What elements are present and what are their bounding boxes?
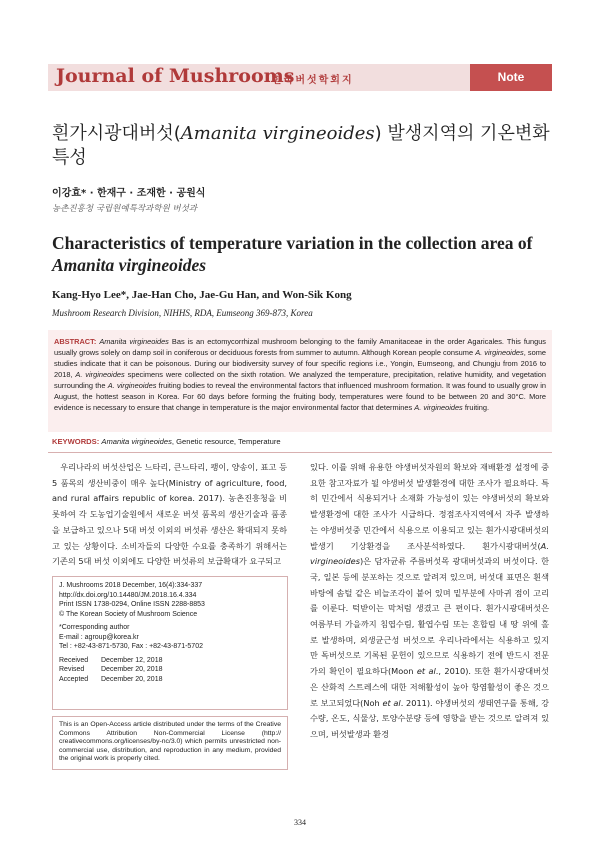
divider bbox=[48, 452, 552, 453]
corresponding-author-label: *Corresponding author bbox=[59, 624, 130, 631]
korean-title: 흰가시광대버섯(Amanita virgineoides) 발생지역의 기온변화 특성 bbox=[52, 123, 550, 168]
keywords-label: KEYWORDS: bbox=[52, 437, 100, 446]
english-authors: Kang-Hyo Lee*, Jae-Han Cho, Jae-Gu Han, and Won-Sik Kong bbox=[52, 289, 352, 301]
abstract-label: ABSTRACT: bbox=[54, 337, 97, 346]
korean-affiliation: 농촌진흥청 국립원예특작과학원 버섯과 bbox=[52, 204, 197, 214]
journal-title: Journal of Mushrooms bbox=[56, 65, 295, 87]
korean-title-species: Amanita virgineoides bbox=[180, 123, 375, 144]
journal-korean-title: 한국버섯학회지 bbox=[272, 75, 354, 86]
revised-date: December 20, 2018 bbox=[101, 666, 163, 673]
body-paragraph-right: 있다. 이를 위해 유용한 야생버섯자원의 확보와 재배환경 설정에 중요한 참고자료가 될 야생버섯 발생환경에 대한 조사가 필요하다. 특히 민간에서 식용되거나 소재화 가능성이 있는 야생버섯의 확보와 발생환경에 대한 조사가 시급하다. 정점조사지역에서 자주 발생하는 야생버섯중 민간에서 식용으로 이용되고 있는 흰가시광대버섯의 발생기 기상환경을 조사분석하였다. 흰가시광대버섯(A. virgineoides)은 담자균류 주름버섯목 광대버섯과의 버섯이다. 한국, 일본 등에 분포하는 것으로 알려져 있으며, 버섯대 표면은 흰색 바탕에 솜털 같은 비늘조각이 붙어 있며 밑부분에 사마귀 점이 고리를 이룬다. 턱받이는 막처럼 생겼고 큰 편이다. 흰가시광대버섯은 여름부터 가을까지 침엽수림, 활엽수림 또는 혼합림 내 땅 위에 홀로 발생하며, 외생균근성 버섯으로 우리나라에서는 식용하고 있지만 독버섯으로 기록된 문헌이 있으므로 식용하기 전에 반드시 전문가의 확인이 필요하다(Moon et al., 2010). 또한 흰가시광대버섯은 산화적 스트레스에 대한 저해활성이 높아 항염활성이 좋은 것으로 보고되었다(Noh et al. 2011). 야생버섯의 생태연구를 통해, 강수량, 온도, 식물상, 토양수분량 등에 영향을 받는 것으로 알려져 있으며, 버섯발생과 환경 bbox=[310, 462, 549, 739]
note-label: Note bbox=[470, 64, 552, 91]
korean-authors: 이강효* · 한재구 · 조재한 · 공원식 bbox=[52, 188, 206, 199]
journal-header bbox=[48, 64, 552, 91]
body-paragraph-left: 우리나라의 버섯산업은 느타리, 큰느타리, 팽이, 양송이, 표고 등 5 품목의 생산비중이 매우 높다(Ministry of agriculture, food, and rural affairs republic of korea. 2017). 농촌진흥청을 비롯하여 각 도농업기술원에서 새로운 버섯 품목의 생산기술과 품종을 보급하고 있으나 5대 버섯 이외의 버섯류 생산은 확대되지 못하고 있는 상황이다. 소비자들의 다양한 수요를 충족하기 위해서는 기존의 5대 버섯 이외에도 다양한 버섯류의 보급확대가 요구되고 bbox=[52, 462, 287, 567]
page-number: 334 bbox=[294, 818, 306, 827]
issn: Print ISSN 1738-0294, Online ISSN 2288-8853 bbox=[59, 601, 205, 608]
copyright: © The Korean Society of Mushroom Science bbox=[59, 610, 198, 618]
keywords: KEYWORDS: Amanita virgineoides, Genetic resource, Temperature bbox=[52, 437, 281, 446]
doi-link[interactable]: http://dx.doi.org/10.14480/JM.2018.16.4.334 bbox=[59, 591, 197, 599]
citation: J. Mushrooms 2018 December, 16(4):334-337 bbox=[59, 582, 203, 589]
article-info-box: J. Mushrooms 2018 December, 16(4):334-337 http://dx.doi.org/10.14480/JM.2018.16.4.334 Print ISSN 1738-0294, Online ISSN 2288-8853 © The Korean Society of Mushroom Science *Corresponding author E-mail : agroup@korea.kr Tel : +82-43-871-5730, Fax : +82-43-871-5702 Received December 12, 2018 Revised December 20, 2018 Accepted December 20, 2018 bbox=[52, 576, 288, 710]
received-date: December 12, 2018 bbox=[101, 656, 163, 664]
author-email[interactable]: E-mail : agroup@korea.kr bbox=[59, 633, 139, 641]
author-phone: Tel : +82-43-871-5730, Fax : +82-43-871-5702 bbox=[59, 643, 203, 650]
open-access-notice: This is an Open-Access article distributed under the terms of the Creative Commons Attribution Non-Commercial License (http:// creativecommons.org/licenses/by-nc/3.0) which permits unrestricted non-commercial use, distribution, and reproduction in any medium, provided the original work is properly cited. bbox=[52, 716, 288, 770]
body-left-column bbox=[52, 460, 287, 570]
body-right-column bbox=[310, 460, 549, 743]
english-title-species: Amanita virgineoides bbox=[52, 255, 207, 275]
accepted-date: December 20, 2018 bbox=[101, 675, 163, 683]
english-affiliation: Mushroom Research Division, NIHHS, RDA, Eumseong 369-873, Korea bbox=[52, 308, 313, 318]
abstract: ABSTRACT: Amanita virgineoides Bas is an ectomycorrhizal mushroom belonging to the family Amanitaceae in the order Agaricales. This fungus usually grows solely on damp soil in coniferous or deciduous forests from summer to autumn. Although Korean people consume A. virgineoides, some studies indicate that it can be poisonous. During our biodiversity survey of four specific regions i.e., Yongin, Eumseong, and Chungju from 2016 to 2018, A. virgineoides specimens were collected on the sixth rotation. We analyzed the temperature, precipitation, relative humidity, and vegetation surrounding the A. virgineoides fruiting bodies to reveal the environmental factors that influenced mushroom formation. It was found to usually grow in August, the hottest season in Korea. For 60 days before forming the fruiting body, temperatures were found to be between 20 and 30°C. More evidence is necessary to ensure that change in temperature is the major environmental factor that determines A. virgineoides fruiting. bbox=[48, 330, 552, 432]
english-title: Characteristics of temperature variation in the collection area of Amanita virgineoides bbox=[52, 233, 533, 275]
